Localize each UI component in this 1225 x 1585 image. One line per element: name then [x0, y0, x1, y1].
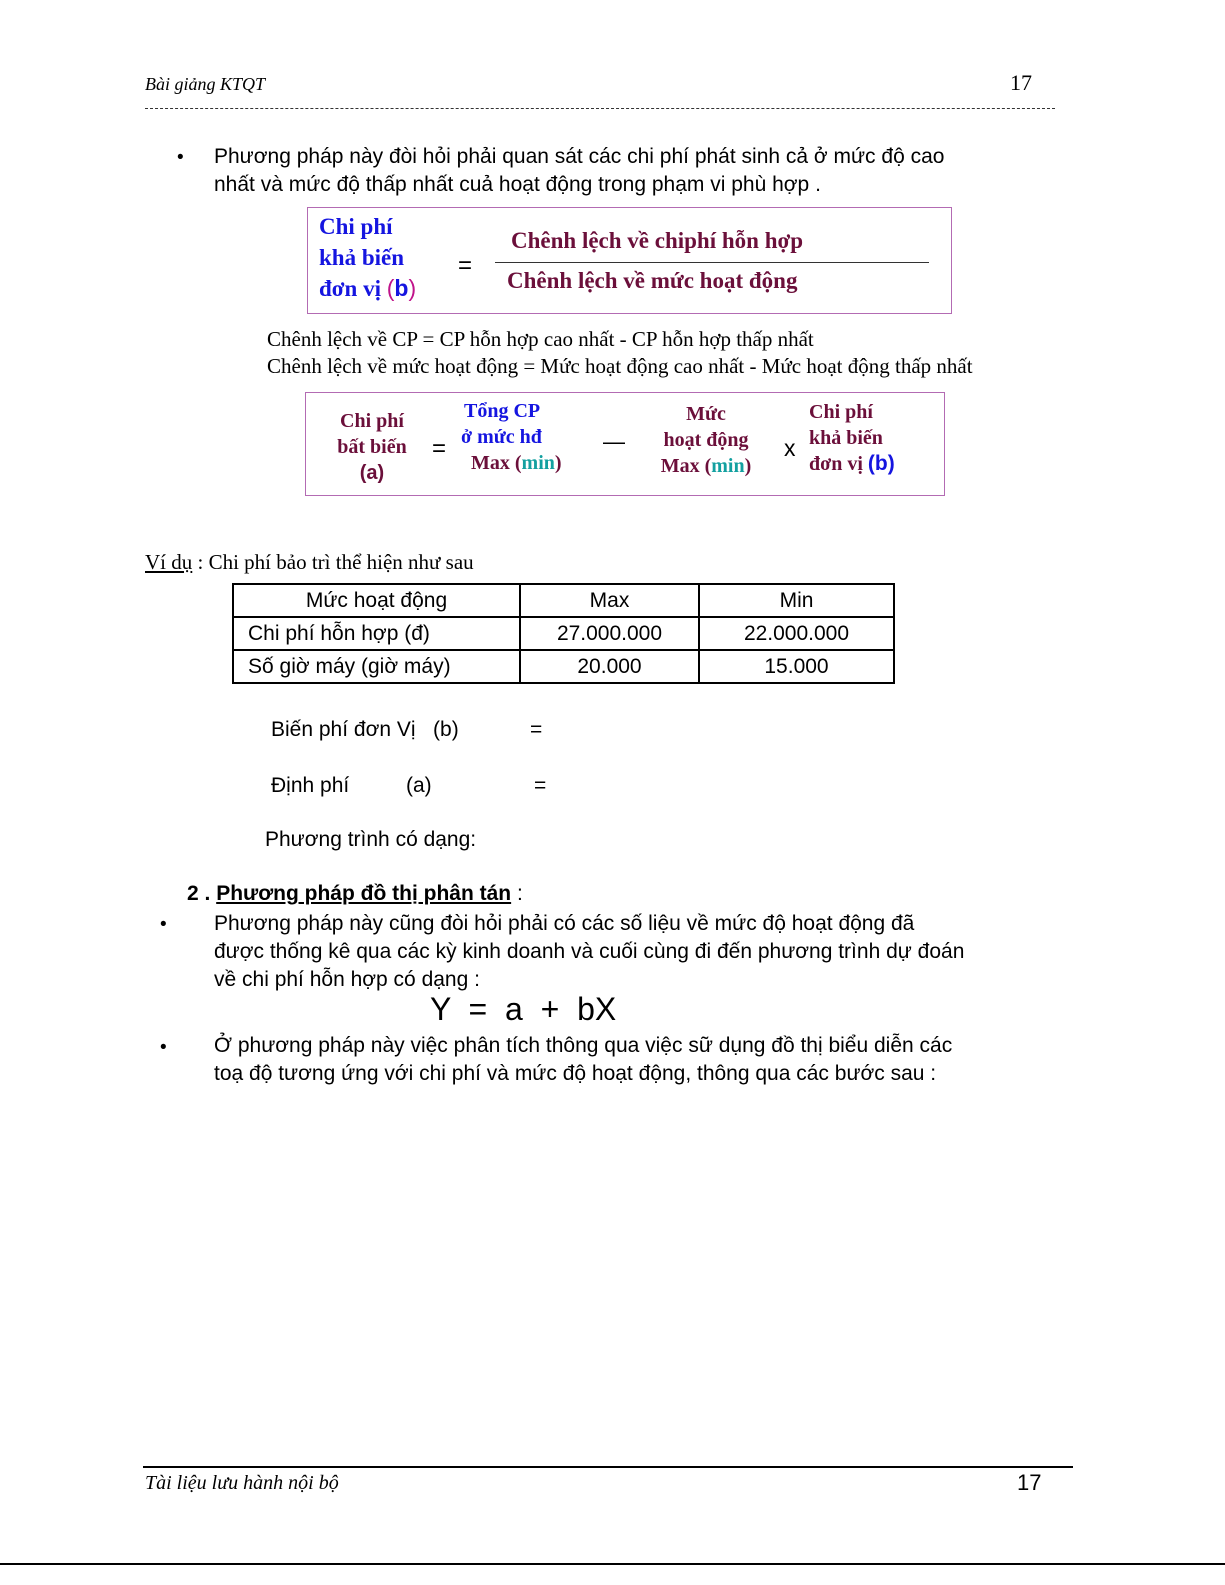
footer-divider — [143, 1466, 1073, 1468]
table-cell: Số giờ máy (giờ máy) — [233, 650, 520, 683]
fixed-cost-equals: = — [534, 774, 547, 797]
table-header-row — [233, 584, 894, 617]
header-title: Bài giảng KTQT — [145, 74, 266, 94]
formula1-equals: = — [458, 252, 473, 279]
total-cost-line1: Tổng CP — [464, 400, 541, 422]
unit-variable-line2: khả biến — [809, 427, 883, 449]
bullet1-line2: nhất và mức độ thấp nhất cuả hoạt động trong phạm vi phù hợp . — [214, 173, 821, 196]
header-page-number: 17 — [1010, 70, 1032, 95]
table-row — [233, 650, 894, 683]
bullet-marker: • — [160, 914, 167, 935]
formula1-numerator: Chênh lệch về chiphí hỗn hợp — [511, 228, 804, 253]
variable-cost-label: Biến phí đơn Vị (b) — [271, 718, 459, 741]
fixed-cost-label: Định phí — [271, 774, 350, 797]
formula2-minus: — — [603, 429, 625, 454]
bullet-marker: • — [177, 147, 184, 168]
table-cell: 20.000 — [520, 650, 699, 683]
bullet2-line2: được thống kê qua các kỳ kinh doanh và cuối cùng đi đến phương trình dự đoán — [214, 940, 965, 963]
formula2-unit-variable — [809, 399, 939, 477]
activity-line3: Max (min) — [660, 455, 752, 477]
footer-page-number: 17 — [1017, 1470, 1042, 1495]
bullet-paragraph-1 — [214, 143, 1074, 199]
footer-text: Tài liệu lưu hành nội bộ — [145, 1472, 339, 1494]
fixed-cost-symbol: (a) — [406, 774, 432, 797]
unit-variable-line1: Chi phí — [809, 401, 873, 423]
page-bottom-border — [0, 1563, 1225, 1565]
table-cell: 22.000.000 — [699, 617, 894, 650]
variable-cost-equals: = — [530, 718, 543, 741]
table-row — [233, 617, 894, 650]
bullet-paragraph-3 — [214, 1032, 1084, 1088]
bullet-marker: • — [160, 1037, 167, 1058]
bullet2-line3: về chi phí hỗn hợp có dạng : — [214, 968, 480, 991]
formula2-lhs — [324, 408, 420, 486]
formula1-denominator: Chênh lệch về mức hoạt động — [507, 268, 798, 293]
bullet3-line1: Ở phương pháp này việc phân tích thông qua việc sữ dụng đồ thị biểu diễn các — [214, 1034, 953, 1057]
example-heading: Ví dụ : Chi phí bảo trì thể hiện như sau — [145, 550, 474, 574]
formula1-lhs-line3: đơn vị (b) — [319, 275, 417, 301]
formula2-lhs-line3: (a) — [359, 462, 385, 484]
definition-cp-difference: Chênh lệch về CP = CP hỗn hợp cao nhất - CP hỗn hợp thấp nhất — [267, 327, 814, 351]
maintenance-cost-table — [232, 583, 895, 684]
activity-line1: Mức — [686, 403, 726, 425]
activity-line2: hoạt động — [663, 429, 749, 451]
formula2-lhs-line2: bất biến — [337, 436, 407, 458]
table-header: Max — [520, 584, 699, 617]
formula1-lhs — [319, 211, 416, 304]
bullet1-line1: Phương pháp này đòi hỏi phải quan sát các chi phí phát sinh cả ở mức độ cao — [214, 145, 945, 168]
bullet3-line2: toạ độ tương ứng với chi phí và mức độ hoạt động, thông qua các bước sau : — [214, 1062, 937, 1085]
table-cell: 27.000.000 — [520, 617, 699, 650]
formula2-equals: = — [432, 435, 447, 462]
total-cost-line2: ở mức hđ — [461, 426, 542, 448]
total-cost-line3: Max (min) — [471, 452, 562, 474]
formula2-total-cost — [461, 398, 601, 476]
definition-activity-difference: Chênh lệch về mức hoạt động = Mức hoạt động cao nhất - Mức hoạt động thấp nhất — [267, 354, 973, 378]
bullet-paragraph-2 — [214, 910, 1084, 994]
table-header: Mức hoạt động — [233, 584, 520, 617]
bullet2-line1: Phương pháp này cũng đòi hỏi phải có các số liệu về mức độ hoạt động đã — [214, 912, 915, 935]
table-cell: 15.000 — [699, 650, 894, 683]
fixed-cost-formula-box — [305, 392, 945, 496]
formula1-lhs-line1: Chi phí — [319, 214, 393, 239]
section-2-heading: 2 . Phương pháp đồ thị phân tán : — [187, 882, 523, 905]
variable-cost-formula-box — [307, 207, 952, 314]
formula2-activity — [641, 401, 771, 479]
formula2-times: x — [784, 435, 796, 461]
fraction-bar — [495, 262, 929, 263]
header-divider — [145, 108, 1055, 109]
table-cell: Chi phí hỗn hợp (đ) — [233, 617, 520, 650]
equation-form-label: Phương trình có dạng: — [265, 828, 477, 851]
formula1-lhs-line2: khả biến — [319, 245, 405, 270]
regression-equation: Y = a + bX — [430, 991, 617, 1027]
formula2-lhs-line1: Chi phí — [340, 410, 404, 432]
unit-variable-line3: đơn vị (b) — [809, 452, 895, 475]
table-header: Min — [699, 584, 894, 617]
